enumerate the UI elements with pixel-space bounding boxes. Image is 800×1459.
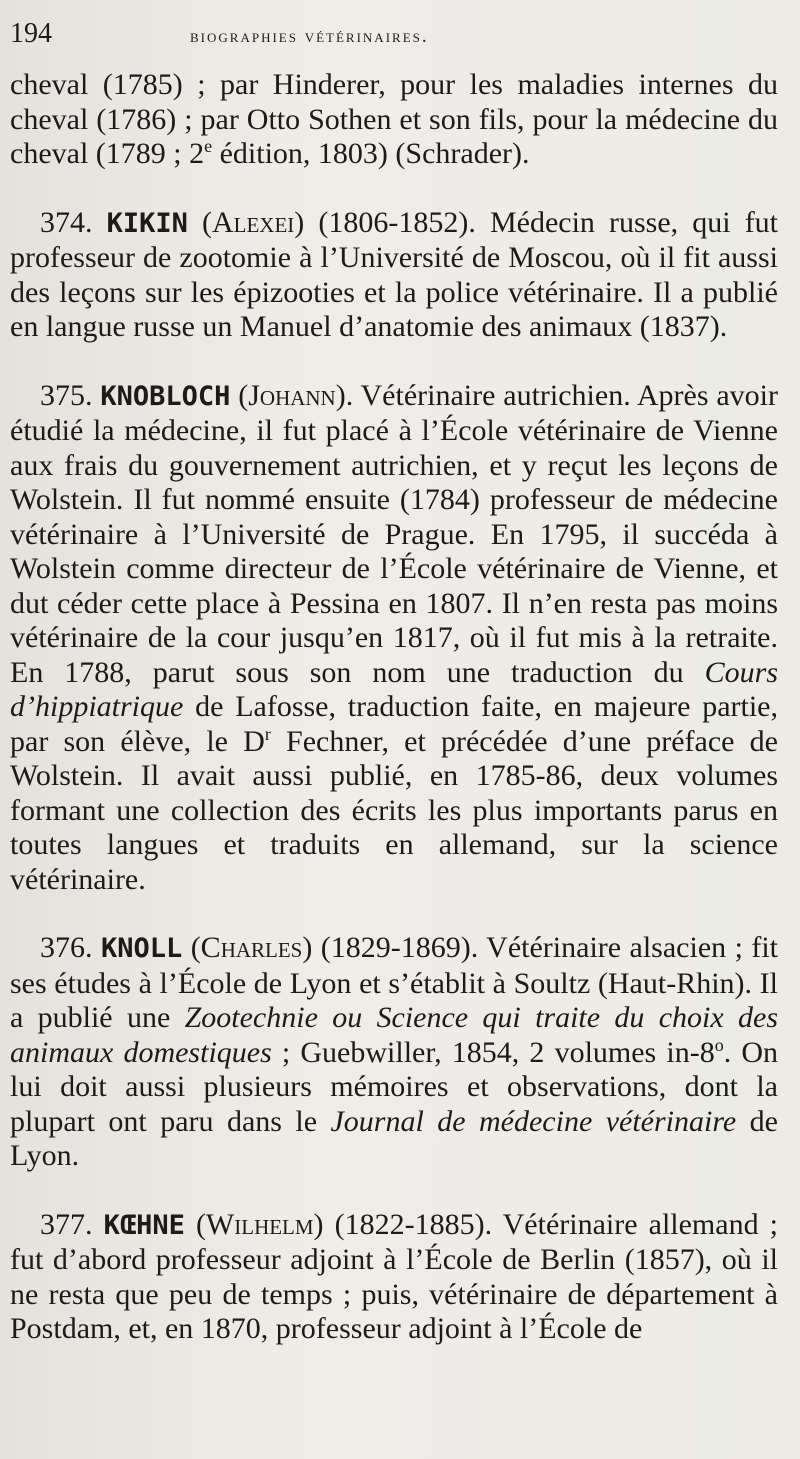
entry-surname: KNOLL [100,933,183,964]
entry-number: 374. [40,205,93,239]
entry-given-name: (Johann) [238,378,346,412]
running-title: biographies vétérinaires. [190,26,429,47]
continuation-tail: édition, 1803) (Schrader). [212,137,530,170]
entry-surname: KŒHNE [103,1209,185,1241]
entry-italic-title: Zootechnie ou Science qui traite du choix des animaux domestiques [10,1001,778,1069]
entry-italic-title: Cours d’hippiatrique [10,655,778,723]
continuation-paragraph [10,68,778,172]
entry-text: (1822-1885). Vétérinaire allemand ; fut d’abord professeur adjoint à l’École de Berlin (1857), où il ne resta que peu de temps ; puis, vétérinaire de département à Postdam, et, en 1870, professeur adjoint à l’École de [10,1207,778,1345]
entry-text: ; Guebwiller, 1854, 2 volumes in-8 [271,1035,715,1069]
entry-377 [10,1208,778,1347]
continuation-text: cheval (1785) ; par Hinderer, pour les maladies internes du cheval (1786) ; par Otto Sothen et son fils, pour la médecine du cheval (1789 ; 2 [10,68,778,170]
entry-375 [10,379,778,898]
entry-number: 375. [40,378,93,412]
entry-text: de Lafosse, traduction faite, en majeure partie, par son élève, le D [10,690,778,758]
entry-surname: KNOBLOCH [100,380,231,412]
entry-surname: KIKIN [106,207,188,239]
entry-text: . Vétérinaire autrichien. Après avoir étudié la médecine, il fut placé à l’École vétérinaire de Vienne aux frais du gouvernement autrichien, et y reçut les leçons de Wolstein. Il fut nommé ensuite (1784) professeur de médecine vétérinaire à l’Université de Prague. En 1795, il succéda à Wolstein comme directeur de l’École vétérinaire de Vienne, et dut céder cette place à Pessina en 1807. Il n’en resta pas moins vétérinaire de la cour jusqu’en 1817, où il fut mis à la retraite. En 1788, parut sous son nom une traduction du [10,378,779,689]
page-number: 194 [10,18,52,49]
superscript: r [264,723,271,744]
entry-number: 377. [40,1207,93,1241]
page-header [10,18,778,68]
superscript: e [204,136,213,156]
entry-given-name: (Alexei) [202,205,305,239]
entry-given-name: (Wilhelm) [195,1207,324,1241]
entry-number: 376. [40,931,93,964]
entry-italic-title: Journal de médecine vétérinaire [330,1104,737,1138]
entry-text: . On lui doit aussi plusieurs mémoires et observations, dont la plupart ont paru dans le [10,1035,779,1138]
entry-376 [10,931,778,1174]
entry-text: Fechner, et précédée d’une préface de Wolstein. Il avait aussi publié, en 1785-86, deux volumes formant une collection des écrits les plus importants parus en toutes langues et traduits en allemand, sur la science vétérinaire. [10,724,778,896]
entry-text: (1806-1852). Médecin russe, qui fut professeur de zootomie à l’Université de Moscou, où il fit aussi des leçons sur les épizooties et la police vétérinaire. Il a publié en langue russe un Manuel d’anatomie des animaux (1837). [10,205,779,343]
entry-given-name: (Charles) [190,931,313,964]
superscript: o [714,1034,724,1055]
entry-text: (1829-1869). Vétérinaire alsacien ; fit ses études à l’École de Lyon et s’établit à Soultz (Haut-Rhin). Il a publié une [10,931,779,1034]
body-text [10,68,778,1347]
entry-374 [10,206,778,345]
entry-text: de Lyon. [10,1104,778,1172]
